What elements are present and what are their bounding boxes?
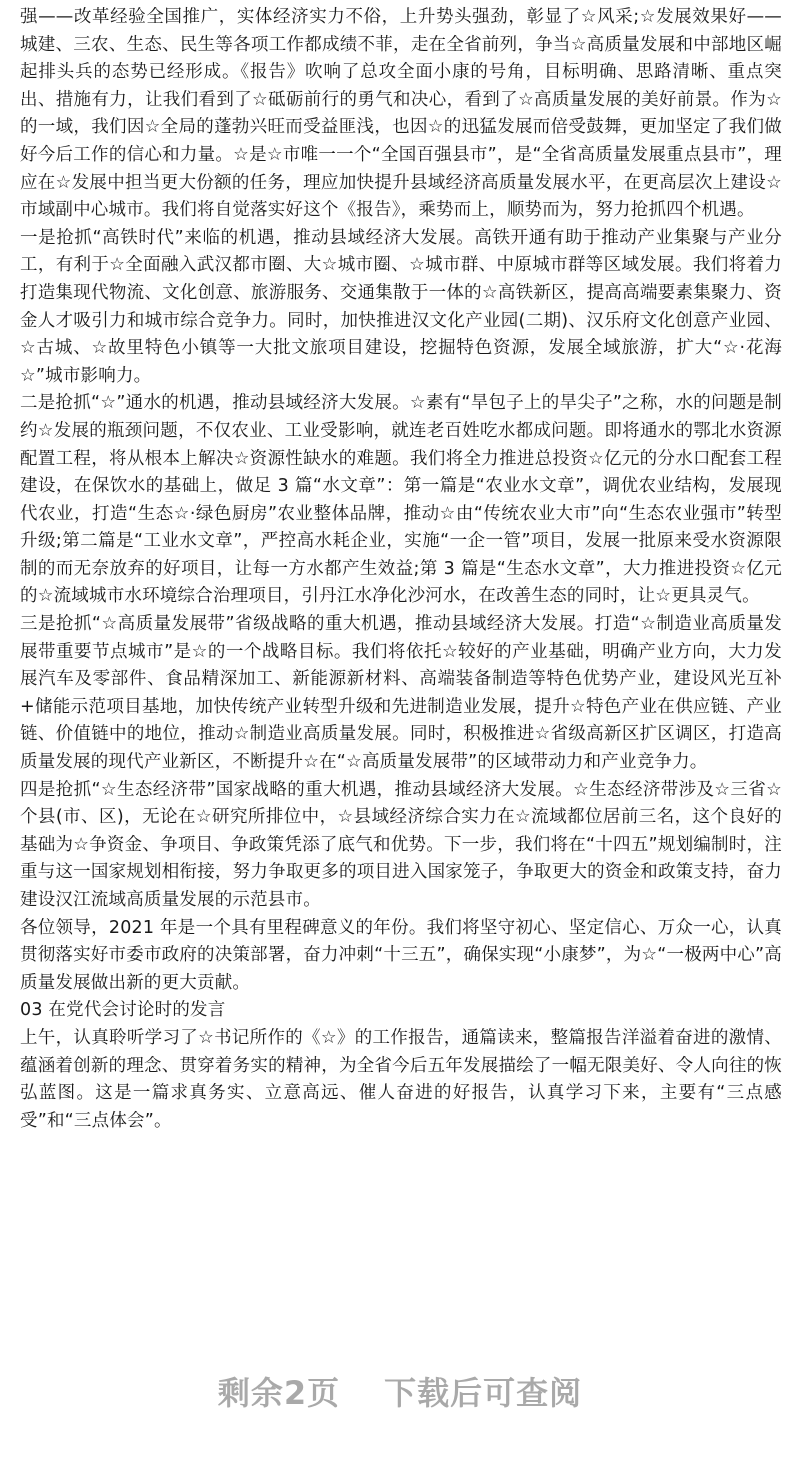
paragraph-point-two: 二是抢抓“☆”通水的机遇，推动县域经济大发展。☆素有“旱包子上的旱尖子”之称，水的问题是制约☆发展的瓶颈问题，不仅农业、工业受影响，就连老百姓吃水都成问题。即将通水的鄂北水资源配置工程，将从根本上解决☆资源性缺水的难题。我们将全力推进总投资☆亿元的分水口配套工程建设，在保饮水的基础上，做足 3 篇“水文章”：第一篇是“农业水文章”，调优农业结构，发展现代农业，打造“生态☆·绿色厨房”农业整体品牌，推动☆由“传统农业大市”向“生态农业强市”转型升级;第二篇是“工业水文章”，严控高水耗企业，实施“一企一管”项目，发展一批原来受水资源限制的而无奈放弃的好项目，让每一方水都产生效益;第 3 篇是“生态水文章”，大力推进投资☆亿元的☆流域城市水环境综合治理项目，引丹江水净化沙河水，在改善生态的同时，让☆更具灵气。 [20, 393, 782, 607]
paragraph-section-intro: 上午，认真聆听学习了☆书记所作的《☆》的工作报告，通篇读来，整篇报告洋溢着奋进的激情、蕴涵着创新的理念、贯穿着务实的精神，为全省今后五年发展描绘了一幅无限美好、令人向往的恢弘蓝图。这是一篇求真务实、立意高远、催人奋进的好报告，认真学习下来，主要有“三点感受”和“三点体会”。 [20, 1027, 782, 1131]
paragraph-point-one: 一是抢抓“高铁时代”来临的机遇，推动县域经济大发展。高铁开通有助于推动产业集聚与产业分工，有利于☆全面融入武汉都市圈、大☆城市圈、☆城市群、中原城市群等区域发展。我们将着力打造集现代物流、文化创意、旅游服务、交通集散于一体的☆高铁新区，提高高端要素集聚力、资金人才吸引力和城市综合竞争力。同时，加快推进汉文化产业园(二期)、汉乐府文化创意产业园、☆古城、☆故里特色小镇等一大批文旅项目建设，挖掘特色资源，发展全域旅游，扩大“☆·花海☆”城市影响力。 [20, 227, 782, 386]
download-prompt[interactable] [0, 1368, 800, 1414]
paragraph-point-four: 四是抢抓“☆生态经济带”国家战略的重大机遇，推动县域经济大发展。☆生态经济带涉及☆三省☆个县(市、区)，无论在☆研究所排位中，☆县域经济综合实力在☆流域都位居前三名，这个良好的基础为☆争资金、争项目、争政策凭添了底气和优势。下一步，我们将在“十四五”规划编制时，注重与这一国家规划相衔接，努力争取更多的项目进入国家笼子，争取更大的资金和政策支持，奋力建设汉江流域高质量发展的示范县市。 [20, 779, 782, 910]
paragraph-intro: 强——改革经验全国推广，实体经济实力不俗，上升势头强劲，彰显了☆风采;☆发展效果好——城建、三农、生态、民生等各项工作都成绩不菲，走在全省前列，争当☆高质量发展和中部地区崛起排头兵的态势已经形成。《报告》吹响了总攻全面小康的号角，目标明确、思路清晰、重点突出、措施有力，让我们看到了☆砥砺前行的勇气和决心，看到了☆高质量发展的美好前景。作为☆的一域，我们因☆全局的蓬勃兴旺而受益匪浅，也因☆的迅猛发展而倍受鼓舞，更加坚定了我们做好今后工作的信心和力量。☆是☆市唯一一个“全国百强县市”，是“全省高质量发展重点县市”，理应在☆发展中担当更大份额的任务，理应加快提升县域经济高质量发展水平，在更高层次上建设☆市域副中心城市。我们将自觉落实好这个《报告》，乘势而上，顺势而为，努力抢抓四个机遇。 [20, 7, 782, 221]
document-body [20, 4, 782, 1135]
paragraph-point-three: 三是抢抓“☆高质量发展带”省级战略的重大机遇，推动县域经济大发展。打造“☆制造业高质量发展带重要节点城市”是☆的一个战略目标。我们将依托☆较好的产业基础，明确产业方向，大力发展汽车及零部件、食品精深加工、新能源新材料、高端装备制造等特色优势产业，建设风光互补+储能示范项目基地，加快传统产业转型升级和先进制造业发展，提升☆特色产业在供应链、产业链、价值链中的地位，推动☆制造业高质量发展。同时，积极推进☆省级高新区扩区调区，打造高质量发展的现代产业新区，不断提升☆在“☆高质量发展带”的区域带动力和产业竞争力。 [20, 614, 782, 773]
paragraph-closing: 各位领导，2021 年是一个具有里程碑意义的年份。我们将坚守初心、坚定信心、万众一心，认真贯彻落实好市委市政府的决策部署，奋力冲刺“十三五”，确保实现“小康梦”，为☆“一极两中心”高质量发展做出新的更大贡献。 [20, 917, 782, 993]
remaining-pages-label: 剩余2页 [217, 1374, 341, 1412]
section-heading: 03 在党代会讨论时的发言 [20, 1000, 226, 1021]
download-hint-label: 下载后可查阅 [384, 1374, 583, 1412]
